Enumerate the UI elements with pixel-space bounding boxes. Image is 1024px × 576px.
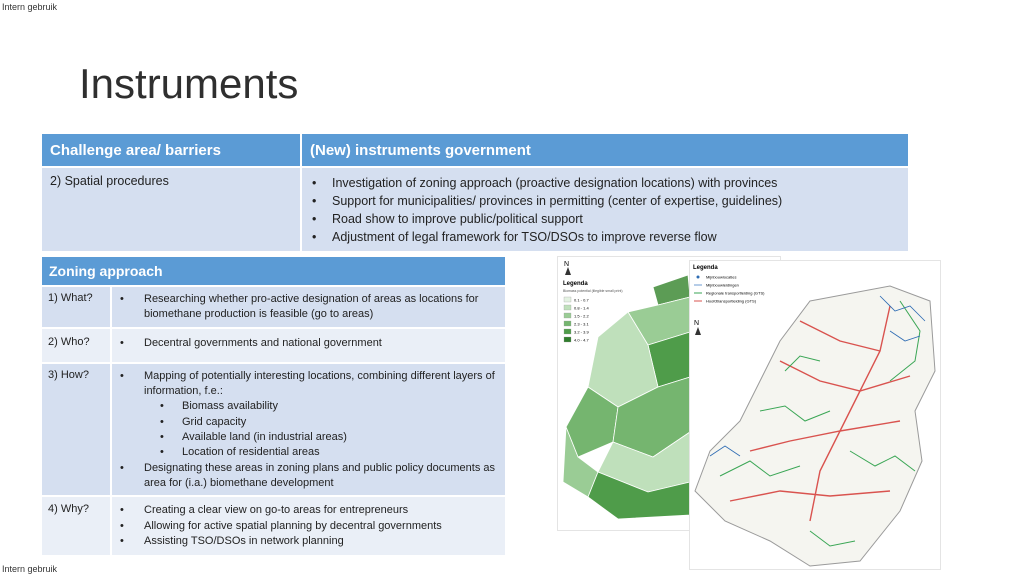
zoning-approach-table <box>42 257 505 555</box>
legend-label: 2.3 - 3.1 <box>574 321 589 327</box>
row-content-why <box>111 496 505 555</box>
legend-swatch <box>564 297 571 302</box>
legend-marker <box>697 276 700 279</box>
challenge-area-cell: 2) Spatial procedures <box>42 167 301 251</box>
legend-label: Mijnbouwlocaties <box>706 274 737 280</box>
legend-swatch <box>564 321 571 326</box>
list-item <box>118 369 499 461</box>
list-item: • Designating these areas in zoning plans and public policy documents as area for (i.a.) biomethane development <box>118 461 499 492</box>
north-arrow-label: N <box>694 320 700 327</box>
map-legend <box>693 265 765 304</box>
list-item: • Road show to improve public/political support <box>310 210 900 228</box>
legend-label: 3.2 - 3.9 <box>574 329 589 335</box>
legend-label: 1.5 - 2.2 <box>574 313 589 319</box>
north-arrow-icon <box>695 327 701 335</box>
list-item-text: Mapping of potentially interesting locations, combining different layers of information, f.e.: <box>144 369 495 398</box>
list-item: • Investigation of zoning approach (proactive designation locations) with provinces <box>310 174 900 192</box>
sub-list-item: • Biomass availability <box>144 399 499 414</box>
list-item: • Support for municipalities/ provinces in permitting (center of expertise, guidelines) <box>310 192 900 210</box>
north-arrow-label: N <box>564 261 570 268</box>
legend-title: Legenda <box>563 281 588 287</box>
row-label-how: 3) How? <box>42 363 111 496</box>
sub-list-item: • Location of residential areas <box>144 445 499 460</box>
classification-label-bottom: Intern gebruik <box>2 564 58 574</box>
list-item: • Decentral governments and national government <box>118 336 499 351</box>
instruments-cell <box>301 167 909 251</box>
instruments-table-header <box>42 134 909 167</box>
legend-swatch <box>564 329 571 334</box>
table-row <box>42 328 505 363</box>
legend-swatch <box>564 337 571 342</box>
legend-label: Mijnbouwleidingen <box>706 282 739 288</box>
row-label-what: 1) What? <box>42 286 111 328</box>
table-row <box>42 286 505 328</box>
legend-swatch <box>564 313 571 318</box>
zoning-approach-header: Zoning approach <box>42 257 505 286</box>
sub-list <box>144 399 499 460</box>
list-item: • Researching whether pro-active designation of areas as locations for biomethane production is feasible (go to areas) <box>118 292 499 323</box>
legend-title: Legenda <box>693 265 718 271</box>
instruments-table <box>42 134 910 251</box>
legend-subtitle: Biomass potential (illegible small print) <box>563 289 623 293</box>
table-row <box>42 496 505 555</box>
header-challenge-area: Challenge area/ barriers <box>42 134 301 167</box>
legend-swatch <box>564 305 571 310</box>
header-new-instruments: (New) instruments government <box>301 134 909 167</box>
netherlands-provinces-shape <box>563 275 690 519</box>
table-row <box>42 167 909 251</box>
list-item: • Assisting TSO/DSOs in network planning <box>118 534 499 549</box>
north-arrow-icon <box>565 267 571 275</box>
instruments-list <box>310 174 900 246</box>
sub-list-item: • Grid capacity <box>144 415 499 430</box>
legend-label: 0.8 - 1.4 <box>574 305 589 311</box>
classification-label-top: Intern gebruik <box>2 2 58 12</box>
row-content-who <box>111 328 505 363</box>
sub-list-item: • Available land (in industrial areas) <box>144 430 499 445</box>
legend-swatches <box>564 297 589 343</box>
list-item: • Creating a clear view on go-to areas for entrepreneurs <box>118 503 499 518</box>
legend-label: 4.0 - 4.7 <box>574 337 589 343</box>
legend-label: Hoofdtransportleiding (GTS) <box>706 298 757 304</box>
table-row <box>42 363 505 496</box>
gas-network-map <box>689 260 941 570</box>
row-label-why: 4) Why? <box>42 496 111 555</box>
list-item: • Allowing for active spatial planning by decentral governments <box>118 519 499 534</box>
page-title: Instruments <box>79 60 299 107</box>
row-content-how <box>111 363 505 496</box>
row-label-who: 2) Who? <box>42 328 111 363</box>
row-content-what <box>111 286 505 328</box>
list-item: • Adjustment of legal framework for TSO/DSOs to improve reverse flow <box>310 228 900 246</box>
legend-label: Regionale transportleiding (GTS) <box>706 290 765 296</box>
legend-label: 0.1 - 0.7 <box>574 297 589 303</box>
